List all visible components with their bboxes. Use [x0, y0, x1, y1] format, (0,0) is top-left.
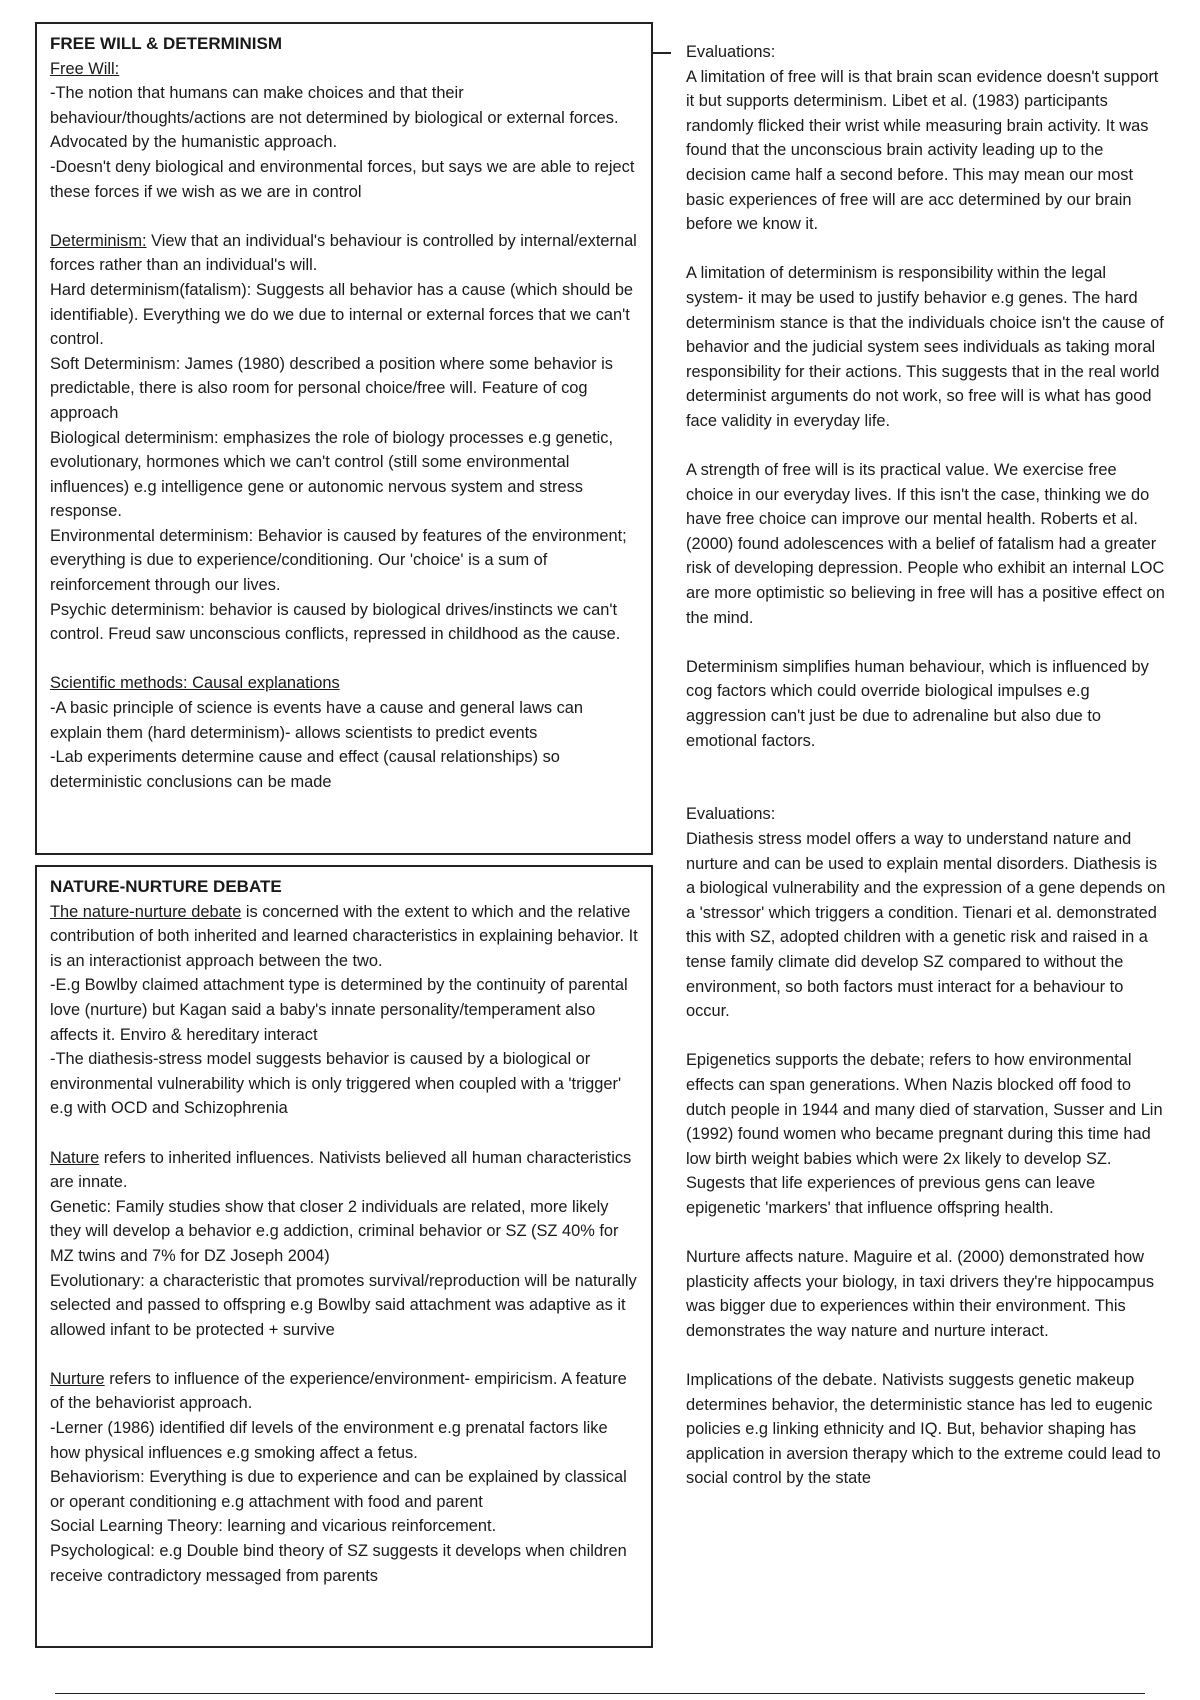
debate-definition: is concerned with the extent to which and the relative contribution of both inherited and learned characteristics in explaining behavior. It is an interactionist approach between the two. — [50, 902, 638, 970]
nature-line: Genetic: Family studies show that closer 2 individuals are related, more likely they will develop a behavior e.g addiction, criminal behavior or SZ (SZ 40% for MZ twins and 7% for DZ Joseph 2004) — [50, 1197, 619, 1265]
free-will-determinism-box — [35, 22, 653, 855]
evaluation-paragraph: Determinism simplifies human behaviour, which is influenced by cog factors which could override biological impulses e.g aggression can't just be due to adrenaline but also due to emotional factors. — [686, 657, 1149, 750]
debate-paragraph — [50, 900, 639, 974]
nature-definition: refers to inherited influences. Nativists believed all human characteristics are innate. — [50, 1148, 632, 1192]
section-title-nature-nurture: NATURE-NURTURE DEBATE — [50, 877, 282, 896]
determinism-heading: Determinism: — [50, 231, 147, 250]
free-will-line: -The notion that humans can make choices and that their behaviour/thoughts/actions are not determined by biological or external forces. Advocated by the humanistic approach. — [50, 84, 619, 152]
section-title-free-will: FREE WILL & DETERMINISM — [50, 34, 283, 53]
nurture-line: -Lerner (1986) identified dif levels of the environment e.g prenatal factors like how physical influences e.g smoking affect a fetus. — [50, 1419, 608, 1462]
determinism-line: Environmental determinism: Behavior is caused by features of the environment; everything is due to experience/conditioning. Our 'choice' is a sum of reinforcement through our lives. — [50, 526, 627, 595]
evaluation-paragraph: Diathesis stress model offers a way to understand nature and nurture and can be used to explain mental disorders. Diathesis is a biological vulnerability and the expression of a gene depends on a 'stressor' which triggers a condition. Tienari et al. demonstrated this with SZ, adopted children with a genetic risk and raised in a tense family climate did develop SZ compared to without the environment, so both factors must interact for a behaviour to occur. — [686, 830, 1166, 1021]
debate-line: -E.g Bowlby claimed attachment type is determined by the continuity of parental love (nurture) but Kagan said a baby's innate personality/temperament also affects it. Enviro & hereditary interact — [50, 976, 628, 1044]
determinism-definition: View that an individual's behaviour is controlled by internal/external forces rather than an individual's will. — [50, 231, 637, 275]
nature-line: Evolutionary: a characteristic that promotes survival/reproduction will be naturally selected and passed to offspring e.g Bowlby said attachment was adaptive as it allowed infant to be protected + survive — [50, 1271, 637, 1339]
nurture-paragraph — [50, 1367, 639, 1416]
nurture-line: Social Learning Theory: learning and vicarious reinforcement. — [50, 1517, 497, 1536]
free-will-heading: Free Will: — [50, 59, 120, 78]
evaluation-paragraph: A limitation of free will is that brain scan evidence doesn't support it but supports determinism. Libet et al. (1983) participants randomly flicked their wrist while measuring brain activity. It was found that the unconscious brain activity leading up to the decision came half a second before. This may mean our most basic experiences of free will are acc determined by our brain before we know it. — [686, 67, 1159, 234]
determinism-paragraph — [50, 229, 639, 278]
determinism-line: Hard determinism(fatalism): Suggests all behavior has a cause (which should be identifiable). Everything we do we due to internal or external forces that we can't control. — [50, 280, 634, 349]
evaluation-paragraph: A limitation of determinism is responsibility within the legal system- it may be used to justify behavior e.g genes. The hard determinism stance is that the individuals choice isn't the cause of behavior and the judicial system sees individuals as taking moral responsibility for their actions. This suggests that in the real world determinist arguments do not work, so free will is what has good face validity in everyday life. — [686, 264, 1164, 430]
bottom-rule — [55, 1693, 1145, 1694]
evaluation-paragraph: Implications of the debate. Nativists suggests genetic makeup determines behavior, the deterministic stance has led to eugenic policies e.g linking ethnicity and IQ. But, behavior shaping has application in aversion therapy which to the extreme could lead to social control by the state — [686, 1371, 1161, 1488]
nurture-heading: Nurture — [50, 1369, 105, 1388]
free-will-line: -Doesn't deny biological and environmental forces, but says we are able to reject these forces if we wish as we are in control — [50, 157, 635, 201]
scientific-line: -A basic principle of science is events have a cause and general laws can explain them (hard determinism)- allows scientists to predict events — [50, 699, 583, 742]
nature-nurture-box — [35, 865, 653, 1648]
determinism-line: Biological determinism: emphasizes the role of biology processes e.g genetic, evolutionary, hormones which we can't control (still some environmental influences) e.g intelligence gene or autonomic nervous system and stress response. — [50, 428, 614, 521]
nature-heading: Nature — [50, 1148, 100, 1167]
determinism-line: Soft Determinism: James (1980) described a position where some behavior is predictable, there is also room for personal choice/free will. Feature of cog approach — [50, 354, 613, 422]
nurture-line: Psychological: e.g Double bind theory of SZ suggests it develops when children receive contradictory messaged from parents — [50, 1542, 627, 1585]
scientific-line: -Lab experiments determine cause and effect (causal relationships) so deterministic conclusions can be made — [50, 748, 560, 791]
connector-line — [653, 52, 671, 54]
evaluation-paragraph: Epigenetics supports the debate; refers to how environmental effects can span generations. When Nazis blocked off food to dutch people in 1944 and many died of starvation, Susser and Lin (1992) found women who became pregnant during this time had low birth weight babies which were 2x likely to develop SZ. Sugests that life experiences of previous gens can leave epigenetic 'markers' that influence offspring health. — [686, 1051, 1163, 1217]
evaluation-paragraph: A strength of free will is its practical value. We exercise free choice in our everyday lives. If this isn't the case, thinking we do have free choice can improve our mental health. Roberts et al. (2000) found adolescences with a belief of fatalism had a greater risk of developing depression. People who exhibit an internal LOC are more optimistic so believing in free will has a positive effect on the mind. — [686, 461, 1165, 627]
nurture-definition: refers to influence of the experience/environment- empiricism. A feature of the behaviorist approach. — [50, 1369, 627, 1413]
evaluations-column — [686, 40, 1166, 1516]
debate-line: -The diathesis-stress model suggests behavior is caused by a biological or environmental vulnerability which is only triggered when coupled with a 'trigger' e.g with OCD and Schizophrenia — [50, 1050, 622, 1118]
evaluations-heading: Evaluations: — [686, 805, 776, 824]
determinism-line: Psychic determinism: behavior is caused by biological drives/instincts we can't control. Freud saw unconscious conflicts, repressed in childhood as the cause. — [50, 600, 621, 644]
evaluation-paragraph: Nurture affects nature. Maguire et al. (2000) demonstrated how plasticity affects your biology, in taxi drivers they're hippocampus was bigger due to experiences within their environment. This demonstrates the way nature and nurture interact. — [686, 1248, 1155, 1340]
nurture-line: Behaviorism: Everything is due to experience and can be explained by classical or operant conditioning e.g attachment with food and parent — [50, 1468, 627, 1511]
debate-heading: The nature-nurture debate — [50, 902, 242, 921]
evaluations-heading: Evaluations: — [686, 43, 776, 61]
nature-paragraph — [50, 1146, 639, 1195]
scientific-methods-heading: Scientific methods: Causal explanations — [50, 674, 340, 693]
